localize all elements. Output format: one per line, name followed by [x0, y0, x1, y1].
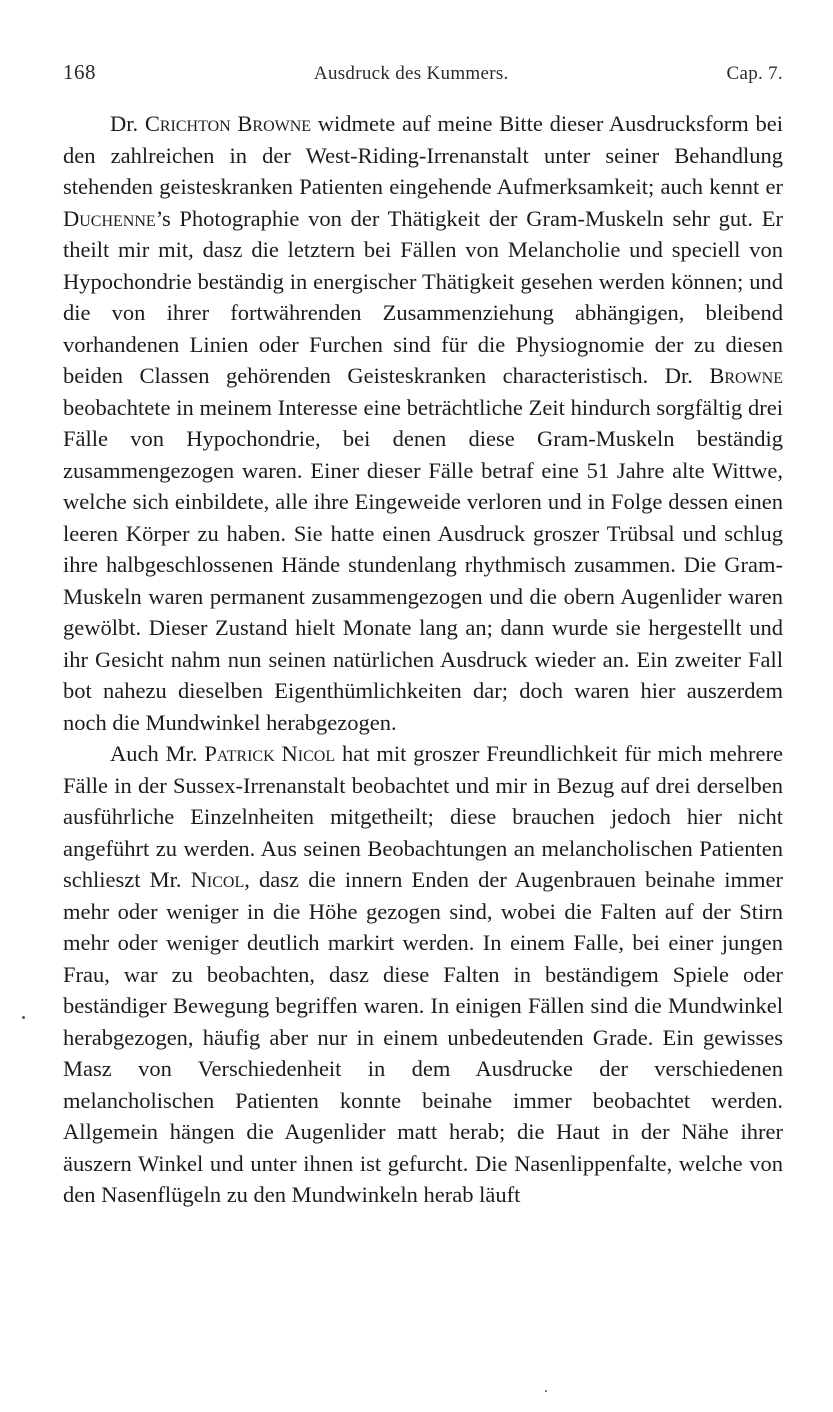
page-number: 168 [63, 60, 96, 84]
book-page [63, 56, 783, 1211]
text-segment: ’s Photographie von der Thätigkeit der Gram-Muskeln sehr gut. Er theilt mir mit, dasz die letztern bei Fällen von Melancholie und speciell von Hypochondrie beständig in energischer Thätigkeit gesehen werden können; und die von ihrer fortwährenden Zusammenziehung abhängigen, bleibend vorhandenen Linien oder Furchen sind für die Physiognomie der zu diesen beiden Classen gehörenden Geisteskranken characteristisch. Dr. [63, 205, 783, 388]
text-segment: hat mit groszer Freundlichkeit für mich mehrere Fälle in der Sussex-Irrenanstalt beobachtet und mir in Bezug auf drei derselben ausführliche Einzelnheiten mitgetheilt; diese brauchen jedoch hier nicht angeführt zu werden. Aus seinen Beobachtungen an melancholischen Patienten schlieszt Mr. [63, 741, 784, 892]
author-name-crichton-browne: Crichton Browne [144, 111, 312, 136]
author-name-browne: Browne [709, 363, 783, 388]
body-text [63, 108, 783, 1211]
author-name-patrick-nicol: Patrick Nicol [204, 741, 336, 766]
author-name-nicol: Nicol [190, 867, 245, 892]
paper-speck [22, 1016, 25, 1019]
running-head [63, 56, 783, 88]
running-title: Ausdruck des Kummers. [313, 63, 509, 84]
author-name-duchenne: Duchenne [63, 205, 156, 231]
text-segment: , dasz die innern Enden der Augenbrauen beinahe immer mehr oder weniger in die Höhe gezogen sind, wobei die Falten auf der Stirn mehr oder weniger deutlich markirt werden. In einem Falle, bei einer jungen Frau, war zu beobachten, dasz diese Falten in beständigem Spiele oder beständiger Bewegung begriffen waren. In einigen Fällen sind die Mundwinkel herabgezogen, häufig aber nur in einem unbedeutenden Grade. Ein gewisses Masz von Verschiedenheit in dem Ausdrucke der verschiedenen melancholischen Patienten konnte beinahe immer beobachtet werden. Allgemein hängen die Augenlider matt herab; die Haut in der Nähe ihrer äuszern Winkel und unter ihnen ist gefurcht. Die Nasenlippenfalte, welche von den Nasenflügeln zu den Mundwinkeln herab läuft [63, 867, 784, 1207]
chapter-label: Cap. 7. [726, 63, 783, 84]
text-segment: widmete auf meine Bitte dieser Ausdrucksform bei den zahlreichen in der West-Riding-Irrenanstalt unter seiner Behandlung stehenden geisteskranken Patienten eingehende Aufmerksamkeit; auch kennt er [63, 111, 784, 199]
text-segment: Dr. [110, 111, 145, 136]
paper-speck [545, 1390, 547, 1392]
text-segment: beobachtete in meinem Interesse eine beträchtliche Zeit hindurch sorgfältig drei Fälle von Hypochondrie, bei denen diese Gram-Muskeln beständig zusammengezogen waren. Einer dieser Fälle betraf eine 51 Jahre alte Wittwe, welche sich einbildete, alle ihre Eingeweide verloren und in Folge dessen einen leeren Körper zu haben. Sie hatte einen Ausdruck groszer Trübsal und schlug ihre halbgeschlossenen Hände stundenlang rhythmisch zusammen. Die Gram-Muskeln waren permanent zusammengezogen und die obern Augenlider waren gewölbt. Dieser Zustand hielt Monate lang an; dann wurde sie hergestellt und ihr Gesicht nahm nun seinen natürlichen Ausdruck wieder an. Ein zweiter Fall bot nahezu dieselben Eigenthümlichkeiten dar; doch waren hier auszerdem noch die Mundwinkel herabgezogen. [63, 394, 783, 735]
text-segment: Auch Mr. [110, 741, 205, 766]
paragraph-2 [63, 738, 783, 1211]
paragraph-1 [63, 108, 783, 738]
